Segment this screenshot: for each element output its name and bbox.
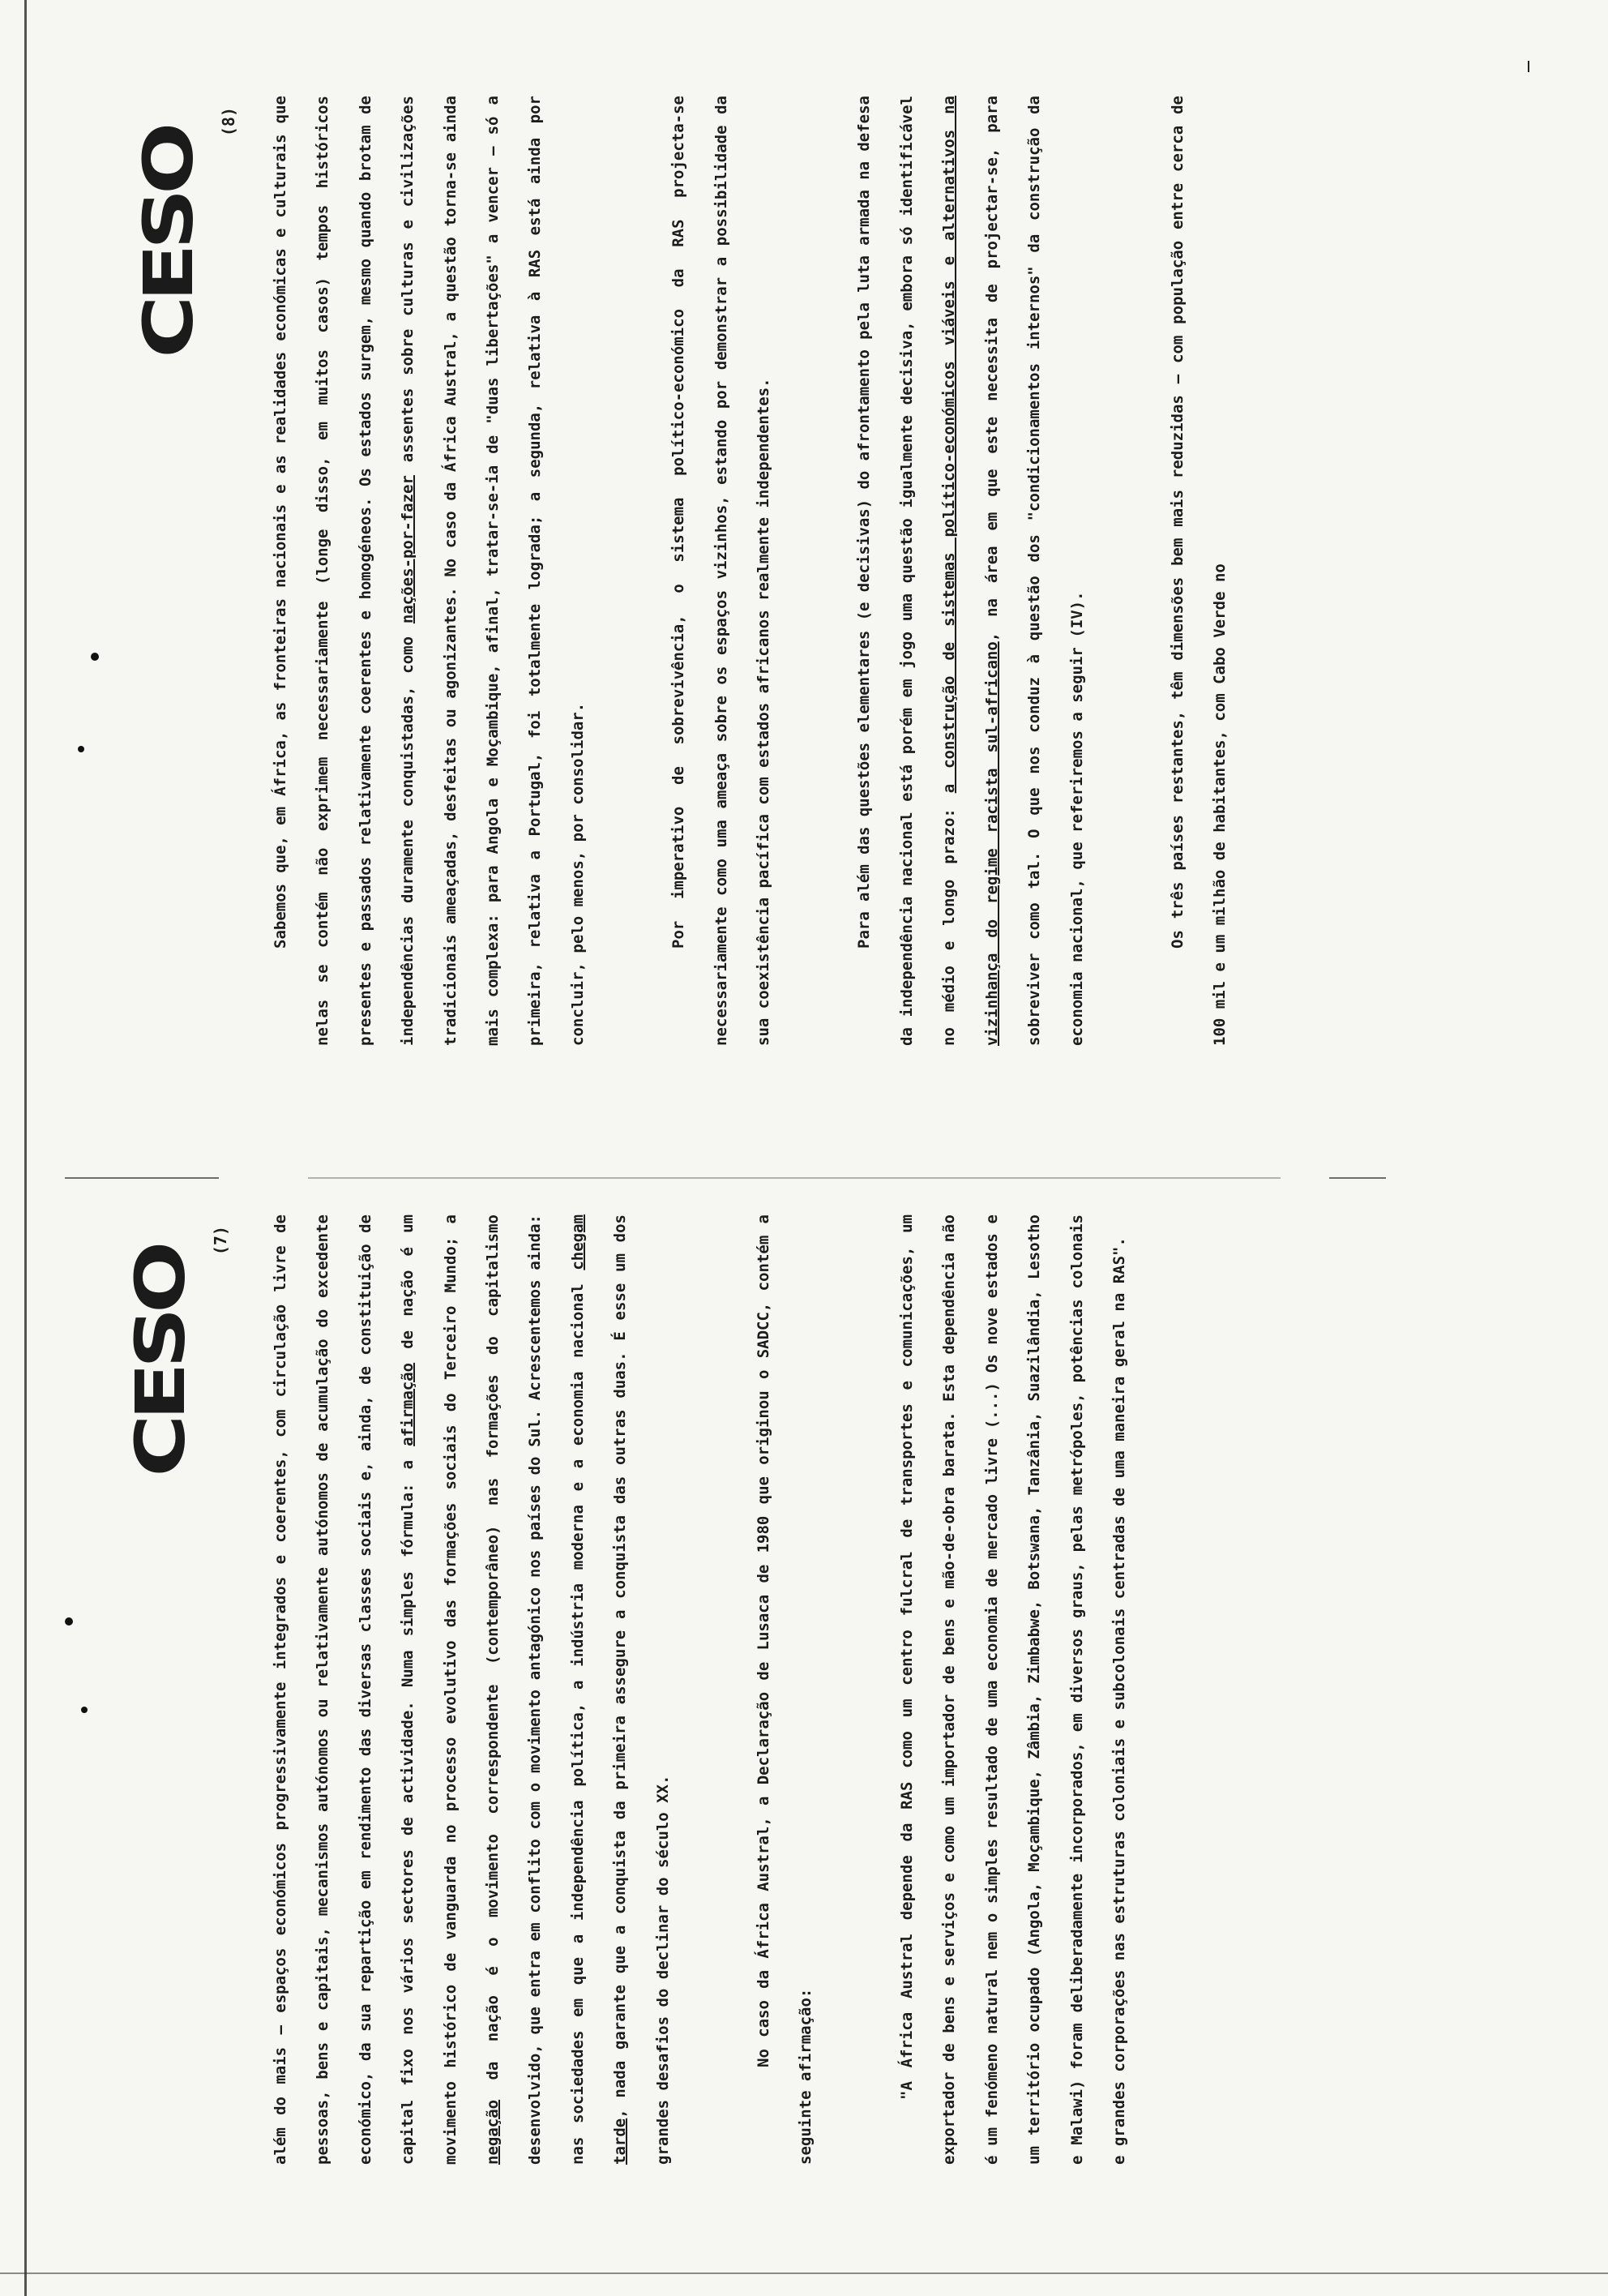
paragraph <box>259 96 599 1046</box>
text-run: além do mais — espaços económicos progressivamente integrados e coerentes, com circulação livre de pessoas, bens e capitais, mecanismos autónomos ou relativamente autónomos de acumulação do excedente económico, da sua repartição em rendimento das diversas classes sociais e, ainda, de constituição de capital fixo nos vários sectores de actividade. Numa simples fórmula: a <box>272 1214 417 2165</box>
underlined-text: nações-por-fazer <box>399 475 417 624</box>
ceso-logo: CESO <box>129 128 208 358</box>
text-run: , nada garante que a conquista da primeira assegure a conquista das outras duas. É esse um dos grandes desafios do declinar do século XX. <box>611 1214 672 2165</box>
paragraph-gap <box>828 1214 886 2165</box>
paragraph-gap <box>684 1214 742 2165</box>
paragraph-gap <box>1098 96 1157 1046</box>
body-text <box>259 1214 1140 2165</box>
underlined-text: afirmação <box>399 1362 417 1446</box>
text-run: No caso da África Austral, a Declaração de Lusaca de 1980 que originou o SADCC, contém a seguinte afirmação: <box>755 1214 815 2165</box>
paragraph <box>742 1214 828 2165</box>
page-header <box>130 96 227 1046</box>
fold-line <box>1329 1177 1386 1179</box>
scan-speck <box>81 1707 88 1713</box>
text-run: da nação é o movimento correspondente (contemporâneo) nas formações do capitalismo desenvolvido, que entra em conflito com o movimento antagónico nos países do Sul. Acrescentemos ainda: nas sociedades em que a independência política, a indústria moderna e a economia nacional <box>484 1214 587 2165</box>
text-run: assentes sobre culturas e civilizações tradicionais ameaçadas, desfeitas ou agonizantes. No caso da África Austral, a questão torna-se ainda mais complexa: para Angola e Moçambique, afinal, tratar-se-ia de "duas libertações" a vencer — só a primeira, relativa a Portugal, foi totalmente lograda; a segunda, relativa à RAS está ainda por concluir, pelo menos, por consolidar. <box>399 96 587 1046</box>
page-number: (7) <box>211 1226 230 1256</box>
scan-speck <box>1528 61 1529 72</box>
scan-edge-bottom <box>0 2272 1608 2274</box>
text-run: de nação é um movimento histórico de vanguarda no processo evolutivo das formações sociais do Terceiro Mundo; a <box>399 1214 460 2165</box>
text-run: Sabemos que, em África, as fronteiras nacionais e as realidades económicas e culturais que nelas se contém não exprimem necessariamente (longe disso, em muitos casos) tempos históricos presentes e passados relativamente coerentes e homogéneos. Os estados surgem, mesmo quando brotam de independências duramente conquistadas, como <box>272 96 417 1046</box>
scan-speck <box>65 1617 73 1626</box>
text-run: Os três países restantes, têm dimensões bem mais reduzidas — com população entre cerca de 100 mil e um milhão de habitantes, com Cabo Verde no <box>1168 96 1230 1046</box>
page-right <box>97 65 1230 1086</box>
paragraph-gap <box>785 96 843 1046</box>
paragraph <box>843 96 1097 1046</box>
paragraph <box>1157 96 1242 1046</box>
underlined-text: a construção de sistemas político-económicos viáveis e alternativos na vizinhança do regime racista sul-africano <box>940 96 1001 1046</box>
text-run: Por imperativo de sobrevivência, o sistema político-económico da RAS projecta-se necessariamente como uma ameaça sobre os espaços vizinhos, estando por demonstrar a possibilidade da sua coexistência pacífica com estados africanos realmente independentes. <box>669 96 773 1046</box>
paragraph <box>886 1214 1140 2165</box>
page-left <box>89 1184 1128 2205</box>
text-run: "A África Austral depende da RAS como um centro fulcral de transportes e comunicações, um exportador de bens e serviços e como um importador de bens e mão-de-obra barata. Esta dependência não é um fenómeno natural nem o simples resultado de uma economia de mercado livre (...) Os nove estados e um território ocupado (Angola, Moçambique, Zâmbia, Zimbabwe, Botswana, Tanzânia, Suazilândia, Lesotho e Malawi) foram deliberadamente incorporados, em diversos graus, pelas metrópoles, potências colonais e grandes corporações nas estruturas coloniais e subcolonais centradas de uma maneira geral na RAS". <box>897 1214 1128 2165</box>
body-text <box>259 96 1242 1046</box>
scan-speck <box>78 746 84 752</box>
scan-edge-left <box>24 0 27 2296</box>
text-run: Para além das questões elementares (e decisivas) do afrontamento pela luta armada na defesa da independência nacional está porém em jogo uma questão igualmente decisiva, embora só identificável no médio e longo prazo: <box>855 96 959 1046</box>
paragraph <box>259 1214 684 2165</box>
underlined-text: negação <box>484 2099 502 2165</box>
fold-line <box>308 1177 1281 1179</box>
page-header <box>122 1214 219 2165</box>
ceso-logo: CESO <box>121 1247 200 1477</box>
underlined-text: chegam tarde <box>568 1214 630 2165</box>
fold-line <box>65 1177 219 1179</box>
text-run: , na área em que este necessita de projectar-se, para sobreviver como tal. O que nos conduz à questão dos "condicionamentos internos" da construção da economia nacional, que referiremos a seguir (IV). <box>982 95 1086 1046</box>
page-number: (8) <box>219 107 238 137</box>
paragraph-gap <box>599 96 657 1046</box>
paragraph <box>657 96 785 1046</box>
